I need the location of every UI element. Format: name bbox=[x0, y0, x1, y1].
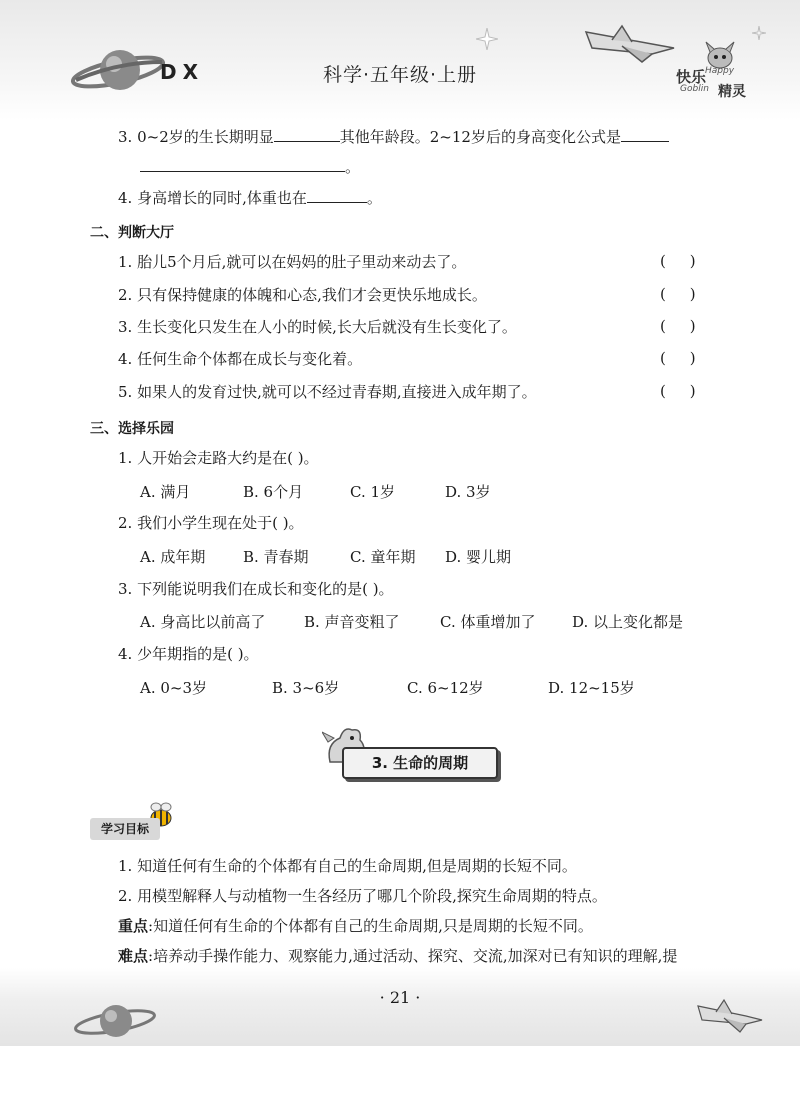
answer-paren[interactable]: ( ) bbox=[660, 382, 696, 400]
judge-item: 4. 任何生命个体都在成长与变化着。 bbox=[118, 350, 363, 368]
choice-option[interactable]: C. 体重增加了 bbox=[440, 613, 536, 631]
lesson-title: 3. 生命的周期 bbox=[342, 747, 498, 779]
section-heading-judge: 二、判断大厅 bbox=[90, 225, 174, 241]
space-shuttle-icon bbox=[696, 994, 766, 1038]
choice-option[interactable]: C. 童年期 bbox=[350, 548, 416, 566]
choice-option[interactable]: B. 青春期 bbox=[243, 548, 309, 566]
answer-paren[interactable]: ( ) bbox=[660, 285, 696, 303]
answer-blank[interactable] bbox=[140, 157, 345, 172]
section-heading-choice: 三、选择乐园 bbox=[90, 421, 174, 437]
choice-option[interactable]: B. 3~6岁 bbox=[272, 679, 340, 697]
answer-paren[interactable]: ( ) bbox=[660, 252, 696, 270]
judge-item: 5. 如果人的发育过快,就可以不经过青春期,直接进入成年期了。 bbox=[118, 383, 537, 401]
choice-option[interactable]: B. 6个月 bbox=[243, 483, 304, 501]
choice-option[interactable]: A. 0~3岁 bbox=[140, 679, 208, 697]
choice-option[interactable]: A. 满月 bbox=[140, 483, 191, 501]
star-icon bbox=[752, 26, 766, 40]
fill-question-4: 4. 身高增长的同时,体重也在 。 bbox=[118, 189, 382, 207]
study-goals-tag: 学习目标 bbox=[90, 818, 160, 840]
star-icon bbox=[476, 28, 498, 50]
page-number: · 21 · bbox=[379, 988, 421, 1007]
choice-option[interactable]: A. 身高比以前高了 bbox=[140, 613, 266, 631]
answer-paren[interactable]: ( ) bbox=[660, 317, 696, 335]
judge-item: 2. 只有保持健康的体魄和心态,我们才会更快乐地成长。 bbox=[118, 286, 487, 304]
answer-paren[interactable]: ( ) bbox=[660, 349, 696, 367]
logo-text-en: Happy bbox=[705, 66, 735, 76]
choice-option[interactable]: A. 成年期 bbox=[140, 548, 206, 566]
choice-option[interactable]: D. 12~15岁 bbox=[548, 679, 635, 697]
logo-text-en: Goblin bbox=[680, 84, 709, 94]
choice-question: 4. 少年期指的是( )。 bbox=[118, 645, 259, 663]
space-shuttle-icon bbox=[582, 18, 682, 68]
answer-blank[interactable] bbox=[621, 127, 669, 142]
difficult-point: 难点:培养动手操作能力、观察能力,通过活动、探究、交流,加深对已有知识的理解,提 bbox=[118, 947, 678, 965]
header-code: DX bbox=[160, 60, 205, 84]
key-point: 重点:知道任何有生命的个体都有自己的生命周期,只是周期的长短不同。 bbox=[118, 917, 593, 935]
header-title: 科学·五年级·上册 bbox=[322, 64, 478, 86]
choice-option[interactable]: D. 3岁 bbox=[445, 483, 491, 501]
fill-question-3: 3. 0~2岁的生长期明显 其他年龄段。2~12岁后的身高变化公式是 bbox=[118, 127, 669, 147]
choice-option[interactable]: C. 1岁 bbox=[350, 483, 396, 501]
judge-item: 1. 胎儿5个月后,就可以在妈妈的肚子里动来动去了。 bbox=[118, 253, 467, 271]
logo-text: 精灵 bbox=[718, 84, 746, 100]
choice-option[interactable]: B. 声音变粗了 bbox=[304, 613, 400, 631]
fill-question-3-cont: 。 bbox=[140, 157, 360, 177]
planet-icon bbox=[70, 996, 160, 1046]
choice-option[interactable]: D. 婴儿期 bbox=[445, 548, 512, 566]
choice-option[interactable]: D. 以上变化都是 bbox=[572, 613, 684, 631]
answer-blank[interactable] bbox=[307, 188, 367, 203]
choice-option[interactable]: C. 6~12岁 bbox=[407, 679, 484, 697]
choice-question: 2. 我们小学生现在处于( )。 bbox=[118, 514, 304, 532]
logo-text: 快乐 bbox=[676, 68, 707, 86]
choice-question: 1. 人开始会走路大约是在( )。 bbox=[118, 449, 319, 467]
answer-blank[interactable] bbox=[274, 127, 340, 142]
goal-item: 1. 知道任何有生命的个体都有自己的生命周期,但是周期的长短不同。 bbox=[118, 857, 577, 875]
judge-item: 3. 生长变化只发生在人小的时候,长大后就没有生长变化了。 bbox=[118, 318, 517, 336]
goal-item: 2. 用模型解释人与动植物一生各经历了哪几个阶段,探究生命周期的特点。 bbox=[118, 887, 607, 905]
choice-question: 3. 下列能说明我们在成长和变化的是( )。 bbox=[118, 580, 394, 598]
